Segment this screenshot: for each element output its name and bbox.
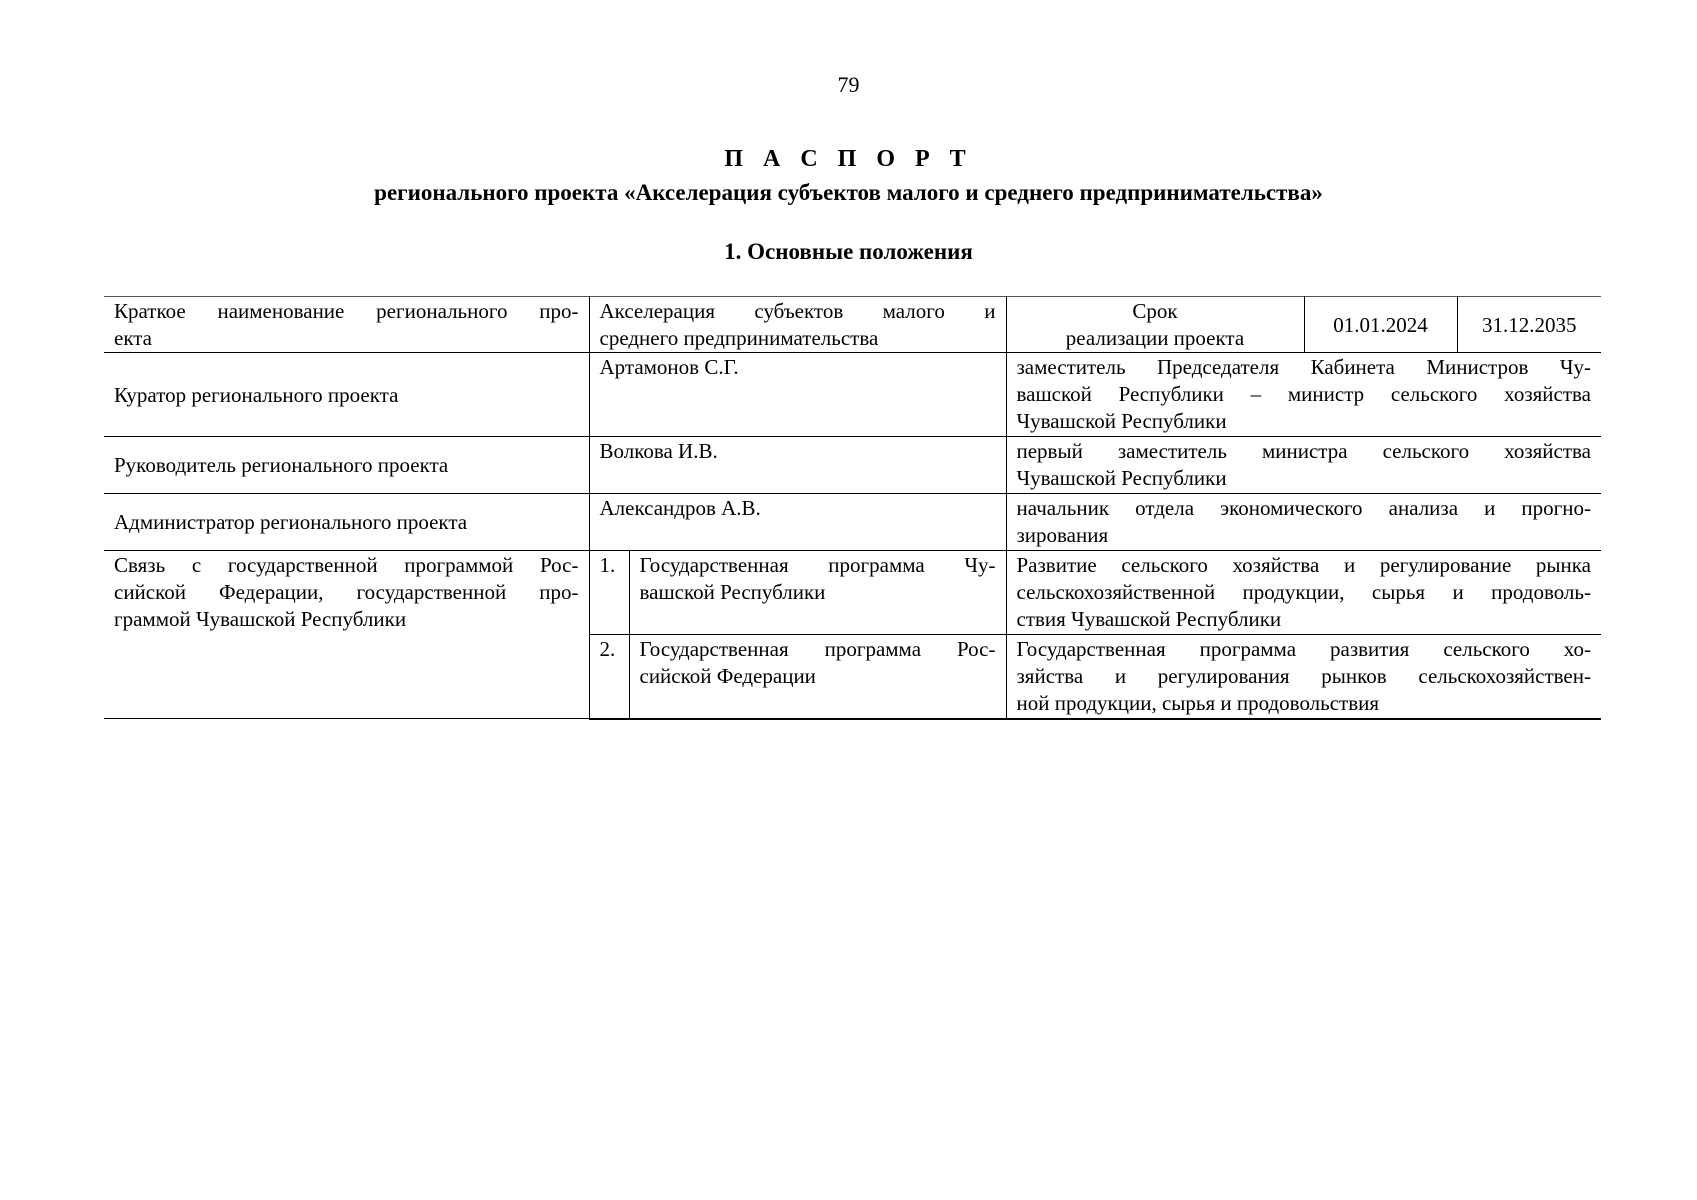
- link-item-name-line: ствия Чувашской Республики: [1016, 607, 1282, 631]
- link-label-line: граммой Чувашской Республики: [114, 607, 407, 631]
- head-position-line: первый заместитель министра сельского хозяйства: [1016, 439, 1591, 463]
- link-item-number: 2.: [589, 635, 629, 719]
- curator-label: Куратор регионального проекта: [104, 353, 589, 437]
- end-date: 31.12.2035: [1457, 297, 1601, 353]
- passport-table: [104, 296, 1601, 720]
- table-row-link-1: [104, 551, 1601, 635]
- short-name-label: [104, 297, 589, 353]
- curator-person: Артамонов С.Г.: [589, 353, 1006, 437]
- admin-person: Александров А.В.: [589, 494, 1006, 551]
- short-name-label-line: Краткое наименование регионального про-: [114, 299, 579, 323]
- link-item-program: [629, 551, 1006, 635]
- admin-position: [1006, 494, 1601, 551]
- link-label-line: сийской Федерации, государственной про-: [114, 580, 579, 604]
- table-row-curator: [104, 353, 1601, 437]
- link-item-name-line: сельскохозяйственной продукции, сырья и продоволь-: [1016, 580, 1591, 604]
- link-item-program-line: вашской Республики: [639, 580, 826, 604]
- curator-position-line: Чувашской Республики: [1016, 409, 1227, 433]
- link-item-name: [1006, 551, 1601, 635]
- link-label: [104, 551, 589, 719]
- head-person: Волкова И.В.: [589, 437, 1006, 494]
- admin-position-line: зирования: [1016, 523, 1109, 547]
- head-position-line: Чувашской Республики: [1016, 466, 1227, 490]
- table-row-head: [104, 437, 1601, 494]
- link-item-program-line: сийской Федерации: [639, 664, 816, 688]
- short-name-value: [589, 297, 1006, 353]
- short-name-value-line: среднего предпринимательства: [599, 326, 879, 350]
- start-date: 01.01.2024: [1304, 297, 1457, 353]
- document-subtitle: регионального проекта «Акселерация субъектов малого и среднего предпринимательства»: [374, 180, 1323, 205]
- page-number: 79: [837, 72, 860, 97]
- link-item-name-line: Государственная программа развития сельского хо-: [1016, 637, 1591, 661]
- link-item-number: 1.: [589, 551, 629, 635]
- curator-position-line: заместитель Председателя Кабинета Министров Чу-: [1016, 355, 1591, 379]
- admin-position-line: начальник отдела экономического анализа и прогно-: [1016, 496, 1591, 520]
- table-row-short-name: [104, 297, 1601, 353]
- link-item-name-line: ной продукции, сырья и продовольствия: [1016, 691, 1380, 715]
- head-label: Руководитель регионального проекта: [104, 437, 589, 494]
- document-title: П А С П О Р Т: [724, 146, 973, 172]
- curator-position-line: вашской Республики – министр сельского хозяйства: [1016, 382, 1591, 406]
- admin-label: Администратор регионального проекта: [104, 494, 589, 551]
- term-label-line: Срок: [1132, 299, 1178, 323]
- short-name-value-line: Акселерация субъектов малого и: [599, 299, 996, 323]
- link-item-program-line: Государственная программа Рос-: [639, 637, 996, 661]
- link-item-name: [1006, 635, 1601, 719]
- link-item-name-line: зяйства и регулирования рынков сельскохозяйствен-: [1016, 664, 1591, 688]
- link-label-line: Связь с государственной программой Рос-: [114, 553, 579, 577]
- curator-position: [1006, 353, 1601, 437]
- term-label-line: реализации проекта: [1065, 326, 1245, 350]
- short-name-label-line: екта: [114, 326, 153, 350]
- head-position: [1006, 437, 1601, 494]
- link-item-program: [629, 635, 1006, 719]
- term-label: [1006, 297, 1304, 353]
- link-item-name-line: Развитие сельского хозяйства и регулирование рынка: [1016, 553, 1591, 577]
- section-title: 1. Основные положения: [724, 239, 973, 264]
- link-item-program-line: Государственная программа Чу-: [639, 553, 996, 577]
- table-row-admin: [104, 494, 1601, 551]
